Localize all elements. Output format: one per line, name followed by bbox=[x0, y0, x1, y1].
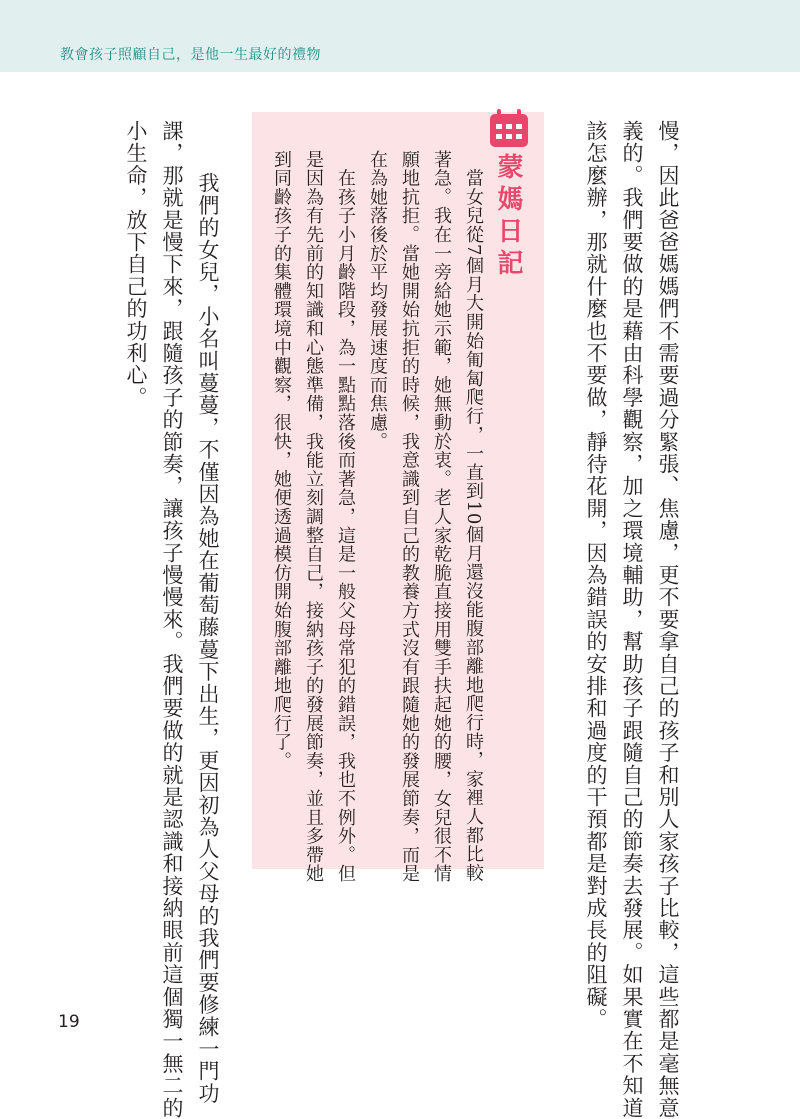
body-text-column: 小生命，放下自己的功利心。 bbox=[124, 120, 148, 409]
diary-text-column: 願地抗拒。當她開始抗拒的時候，我意識到自己的教養方式沒有跟隨她的發展節奏，而是 bbox=[399, 150, 420, 884]
diary-text-column: 在孩子小月齡階段，為一點點落後而著急，這是一般父母常犯的錯誤，我也不例外。但 bbox=[335, 150, 356, 884]
body-text-column: 該怎麼辦，那就什麼也不要做，靜待花開，因為錯誤的安排和過度的干預都是對成長的阻礙。 bbox=[584, 120, 608, 1031]
diary-text-column: 當女兒從7個月大開始匍匐爬行，一直到10個月還沒能腹部離地爬行時，家裡人都比較 bbox=[463, 150, 484, 883]
page-number: 19 bbox=[58, 1012, 80, 1032]
calendar-icon bbox=[487, 106, 531, 150]
body-text-column: 我們的女兒，小名叫蔓蔓，不僅因為她在葡萄藤蔓下出生，更因初為人父母的我們要修練一門功 bbox=[196, 150, 220, 1105]
diary-title: 蒙媽日記 bbox=[493, 153, 523, 281]
body-text-column: 義的。我們要做的是藉由科學觀察，加之環境輔助，幫助孩子跟隨自己的節奏去發展。如果實在不知道 bbox=[620, 120, 644, 1119]
body-text-column: 慢，因此爸爸媽媽們不需要過分緊張、焦慮，更不要拿自己的孩子和別人家孩子比較，這些都是毫無意 bbox=[656, 120, 680, 1119]
diary-text-column: 是因為有先前的知識和心態準備，我能立刻調整自己，接納孩子的發展節奏，並且多帶她 bbox=[303, 150, 324, 884]
diary-text-column: 在為她落後於平均發展速度而焦慮。 bbox=[367, 150, 388, 451]
diary-text-column: 到同齡孩子的集體環境中觀察，很快，她便透過模仿開始腹部離地爬行了。 bbox=[271, 150, 292, 771]
diary-text-column: 著急。我在一旁給她示範，她無動於衷。老人家乾脆直接用雙手扶起她的腰，女兒很不情 bbox=[431, 150, 452, 884]
body-text-column: 課，那就是慢下來，跟隨孩子的節奏，讓孩子慢慢來。我們要做的就是認識和接納眼前這個獨一無二的 bbox=[160, 120, 184, 1119]
running-header-title: 教會孩子照顧自己，是他一生最好的禮物 bbox=[60, 47, 321, 63]
